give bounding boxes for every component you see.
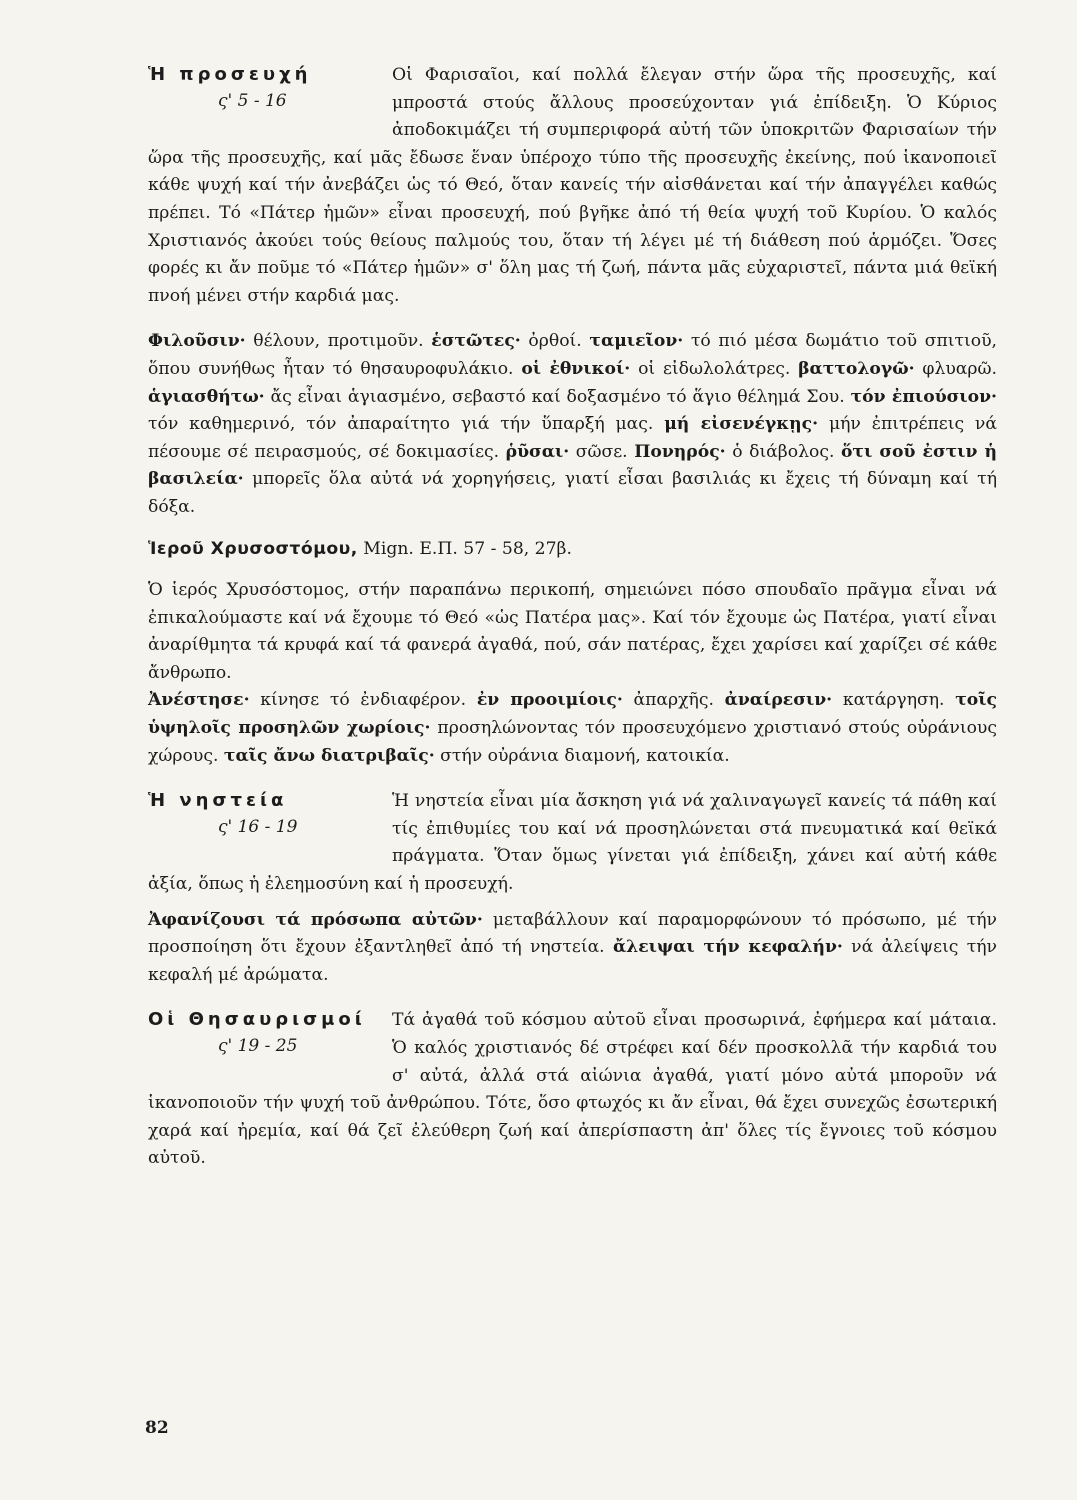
glossary-definition: φλυαρῶ. [914, 358, 997, 379]
glossary-definition: κατάργηση. [832, 690, 956, 711]
glossary-definition: ἄς εἶναι ἁγιασμένο, σεβαστό καί δοξασμένο τό ἅγιο θέλημά Σου. [264, 386, 851, 407]
section-label [148, 1007, 392, 1075]
section-prayer [148, 62, 997, 310]
glossary-definition: μπορεῖς ὅλα αὐτά νά χορηγήσεις, γιατί εἶσαι βασιλιάς κι ἔχεις τή δύναμη καί τή δόξα. [148, 469, 997, 517]
section-reference: ς' 16 - 19 [218, 817, 298, 838]
glossary-term: ταμιεῖον· [589, 331, 684, 352]
glossary-definition: ὁ διάβολος. [725, 441, 841, 462]
glossary-term: ἀναίρεσιν· [724, 690, 833, 711]
glossary-definition: οἱ εἰδωλολάτρες. [630, 358, 799, 379]
section-paragraph: Οἱ Φαρισαῖοι, καί πολλά ἔλεγαν στήν ὥρα τῆς προσευχῆς, καί μπροστά στούς ἄλλους προσεύχονταν γιά ἐπίδειξη. Ὁ Κύριος ἀποδοκιμάζει τή συμπεριφορά αὐτή τῶν ὑποκριτῶν Φαρισαίων τήν ὥρα τῆς προσευχῆς, καί μᾶς ἔδωσε ἕναν ὑπέροχο τύπο τῆς προσευχῆς ἐκείνης, πού ἱκανοποιεῖ κάθε ψυχή καί τήν ἀνεβάζει ὡς τό Θεό, ὅταν κανείς τήν αἰσθάνεται καί τήν ἀπαγγέλει καθώς πρέπει. Τό «Πάτερ ἡμῶν» εἶναι προσευχή, πού βγῆκε ἀπό τή θεία ψυχή τοῦ Κυρίου. Ὁ καλός Χριστιανός ἀκούει τούς θείους παλμούς του, ὅταν τή λέγει μέ τή διάθεση πού ἁρμόζει. Ὅσες φορές κι ἄν ποῦμε τό «Πάτερ ἡμῶν» σ' ὅλη μας τή ζωή, πάντα μᾶς εὐχαριστεῖ, πάντα μιά θεϊκή πνοή μένει στήν καρδιά μας. [148, 65, 997, 306]
glossary-term: ἁγιασθήτω· [148, 386, 265, 407]
glossary-paragraph [148, 687, 997, 770]
glossary-term: ἄλειψαι τήν κεφαλήν· [612, 937, 843, 958]
glossary-definition: κίνησε τό ἐνδιαφέρον. [249, 690, 477, 711]
glossary-definition: σῶσε. [569, 441, 635, 462]
section-label [148, 788, 392, 856]
glossary-term: ταῖς ἄνω διατριβαῖς· [223, 745, 435, 766]
glossary-definition: προσηλώνοντας τόν προσευχόμενο χριστιανό στούς οὐράνιους χώρους. [148, 718, 997, 766]
glossary-definition: τόν καθημερινό, τόν ἀπαραίτητο γιά τήν ὕπαρξή μας. [148, 414, 665, 435]
glossary-definition: ἀπαρχῆς. [622, 690, 725, 711]
glossary-definition: θέλουν, προτιμοῦν. [245, 331, 432, 352]
glossary-term: βαττολογῶ· [798, 358, 915, 379]
citation-source: Mign. Ε.Π. 57 - 58, 27β. [357, 538, 572, 559]
glossary-term: ὅτι σοῦ ἐστιν ἡ βασιλεία· [148, 441, 997, 490]
source-citation [148, 536, 997, 564]
page-number: 82 [145, 1418, 169, 1438]
section-reference: ς' 19 - 25 [218, 1036, 298, 1057]
glossary-paragraph [148, 907, 997, 990]
glossary-definition: μεταβάλλουν καί παραμορφώνουν τό πρόσωπο, μέ τήν προσποίηση ὅτι ἔχουν ἐξαντληθεῖ ἀπό τή νηστεία. [148, 909, 997, 958]
glossary-term: τόν ἐπιούσιον· [850, 386, 997, 407]
section-title: Ἡ νηστεία [148, 790, 288, 812]
glossary-term: τοῖς ὑψηλοῖς προσηλῶν χωρίοις· [148, 690, 998, 739]
glossary-term: Πονηρός· [634, 441, 726, 462]
glossary-term: Φιλοῦσιν· [148, 331, 246, 352]
section-reference: ς' 5 - 16 [218, 91, 287, 111]
glossary-definition: νά ἀλείψεις τήν κεφαλή μέ ἀρώματα. [148, 937, 997, 985]
glossary-definition: μήν ἐπιτρέπεις νά πέσουμε σέ πειρασμούς, σέ δοκιμασίες. [148, 414, 997, 462]
glossary-term: μή εἰσενέγκῃς· [664, 414, 819, 435]
glossary-term: ἐν προοιμίοις· [476, 690, 623, 711]
glossary-term: Ἀφανίζουσι τά πρόσωπα αὐτῶν· [148, 909, 483, 930]
glossary-term: Ἀνέστησε· [148, 690, 250, 711]
section-paragraph: Τά ἀγαθά τοῦ κόσμου αὐτοῦ εἶναι προσωρινά, ἐφήμερα καί μάταια. Ὁ καλός χριστιανός δέ στρέφει καί δέν προσκολλᾶ τήν καρδιά του σ' αὐτά, ἀλλά στά αἰώνια ἀγαθά, γιατί μόνο αὐτά μποροῦν νά ἱκανοποιοῦν τήν ψυχή τοῦ ἀνθρώπου. Τότε, ὅσο φτωχός κι ἄν εἶναι, θά ἔχει συνεχῶς ἐσωτερική χαρά καί ἠρεμία, καί θά ζεῖ ἐλεύθερη ζωή καί ἀπερίσπαστη ἀπ' ὅλες τίς ἔγνοιες τοῦ κόσμου αὐτοῦ. [148, 1010, 997, 1169]
citation-author: Ἱεροῦ Χρυσοστόμου, [148, 538, 358, 559]
section-fasting [148, 788, 997, 898]
glossary-paragraph [148, 328, 997, 521]
section-label [148, 62, 392, 130]
glossary-definition: στήν οὐράνια διαμονή, κατοικία. [434, 745, 730, 766]
glossary-term: οἱ ἐθνικοί· [521, 358, 631, 379]
glossary-definition: τό πιό μέσα δωμάτιο τοῦ σπιτιοῦ, ὅπου συνήθως ἦταν τό θησαυροφυλάκιο. [148, 331, 997, 379]
commentary-paragraph: Ὁ ἱερός Χρυσόστομος, στήν παραπάνω περικοπή, σημειώνει πόσο σπουδαῖο πρᾶγμα εἶναι νά ἐπικαλούμαστε καί νά ἔχουμε τό Θεό «ὡς Πατέρα μας». Καί τόν ἔχουμε ὡς Πατέρα, γιατί εἶναι ἀναρίθμητα τά κρυφά καί τά φανερά ἀγαθά, πού, σάν πατέρας, ἔχει χαρίσει καί χαρίζει σέ κάθε ἄνθρωπο. [148, 580, 997, 683]
section-title: Ἡ προσευχή [148, 64, 312, 85]
section-paragraph: Ἡ νηστεία εἶναι μία ἄσκηση γιά νά χαλιναγωγεῖ κανείς τά πάθη καί τίς ἐπιθυμίες του καί νά προσηλώνεται στά πνευματικά καί θεϊκά πράγματα. Ὅταν ὅμως γίνεται γιά ἐπίδειξη, χάνει καί αὐτή κάθε ἀξία, ὅπως ἡ ἐλεημοσύνη καί ἡ προσευχή. [148, 791, 997, 895]
section-treasures [148, 1007, 997, 1173]
glossary-term: ῥῦσαι· [505, 441, 570, 462]
glossary-definition: ὀρθοί. [520, 331, 590, 352]
section-title: Οἱ Θησαυρισμοί [148, 1009, 366, 1031]
glossary-term: ἑστῶτες· [431, 331, 521, 352]
